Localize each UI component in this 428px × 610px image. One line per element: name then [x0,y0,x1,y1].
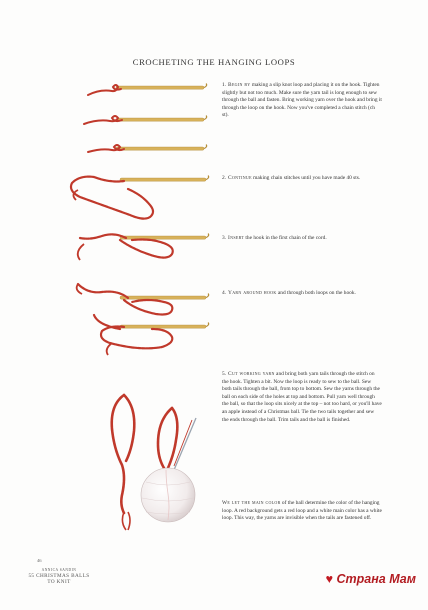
step5-illustration [112,395,196,530]
watermark-heart-icon: ♥ [325,572,334,586]
step-1-text: 1. Begin by making a slip knot loop and placing it on the hook. Tighten slightly but not too much. Make sure the yarn tail is long enough to sew through the ball and fasten. Bring working yarn over the hook and bring it through the loop on the hook. Now you've completed a chain stitch (ch st). [222,82,382,119]
page-number: 46 [37,558,42,563]
footer-title-line-1: 55 CHRISTMAS BALLS [28,573,90,579]
footer-title-line-2: TO KNIT [47,579,71,585]
step-4-text: 4. Yarn around hook and through both loops on the hook. [222,290,356,296]
step3-illustration [78,234,209,260]
page-title: CROCHETING THE HANGING LOOPS [132,57,296,67]
footer-author: ANNICA SANDIN [41,568,77,572]
step4b-illustration [94,315,209,355]
watermark-logo: ♥ Страна Мам [325,572,416,586]
step-5-text: 5. Cut working yarn and bring both yarn tails through the stitch on the hook. Tighten a bit. Now the loop is ready to sew to the ball. Sew both tails through the ball, from top to bottom. Sew the yarns through the ball on each side of the holes at top and bottom. Pull yarn well through the ball, so that the loop sits nicely at the top – not too hard, or you'll have an apple instead of a Christmas ball. Tie the two tails together and sew the ends through the ball. Trim tails and the ball is finished. [222,371,382,423]
step-3-text: 3. Insert the hook in the first chain of the cord. [222,235,327,241]
step4-illustration [77,284,209,315]
step1-illustration [84,84,207,152]
step-2-text: 2. Continue making chain stitches until you have made 40 sts. [222,175,361,181]
color-note-text: We let the main color of the ball determine the color of the hanging loop. A red background gets a red loop and a white main color has a white loop. This way, the yarns are invisible when the tails are fastened off. [222,500,382,522]
step2-illustration [71,176,209,219]
book-footer [24,567,94,585]
